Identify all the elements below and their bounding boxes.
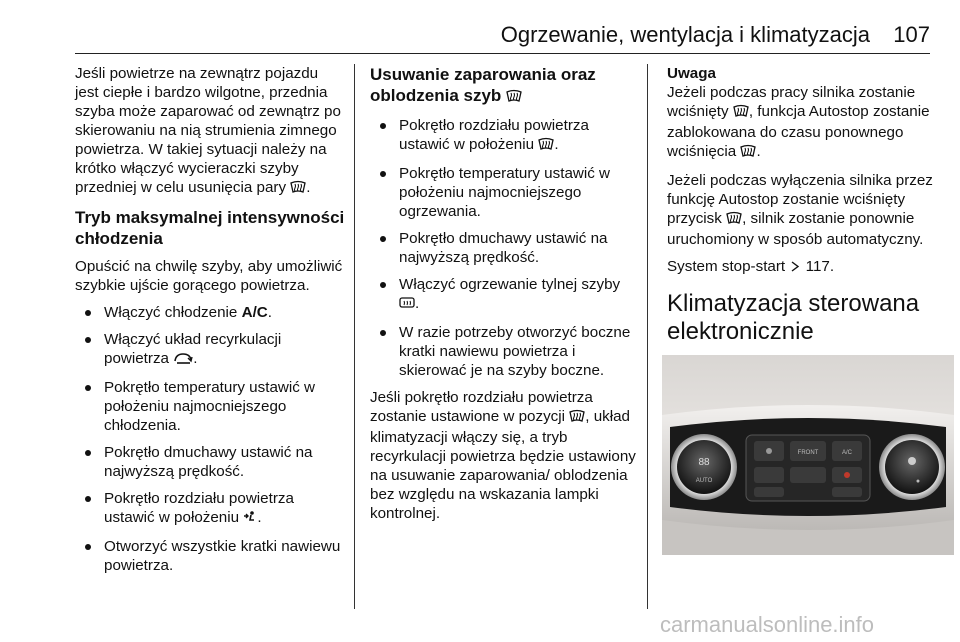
list-item: Włączyć chłodzenie A/C. [75,303,345,322]
windshield-defrost-icon [290,180,306,199]
windshield-defrost-icon [740,144,756,163]
max-cooling-paragraph: Opuścić na chwilę szyby, aby umożliwić szybkie ujście gorącego powietrza. [75,258,343,294]
page-reference-icon [789,259,801,278]
center-button-cluster [746,435,870,501]
svg-text:FRONT: FRONT [797,450,819,456]
list-item: Pokrętło dmuchawy ustawić na najwyższą prędkość. [75,443,345,481]
page-title: Ogrzewanie, wentylacja i klimatyzacja [500,22,870,47]
windshield-defrost-icon [506,87,522,108]
note-title: Uwaga [667,65,716,82]
ac-key-label: A/C [241,304,268,321]
svg-text:AUTO: AUTO [695,478,713,484]
windshield-defrost-icon [726,211,742,230]
section-heading: Klimatyzacja sterowana elektronicznie [667,290,920,345]
list-item: Pokrętło rozdziału powietrza ustawić w położeniu . [370,116,640,156]
note-paragraph-2: Jeżeli podczas wyłączenia silnika przez funkcję Autostop zostanie wciśnięty przycisk , silnik zostanie ponownie uruchomiony w sposób automatyczny. [667,172,933,248]
note-paragraph-1: Jeżeli podczas pracy silnika zostanie wciśnięty , funkcja Autostop zostanie zablokowana do czasu ponownego wciśnięcia . [667,83,933,163]
svg-text:●: ● [915,478,921,485]
list-item: Pokrętło temperatury ustawić w położeniu najmocniejszego ogrzewania. [370,164,640,221]
temperature-knob-left [671,434,737,500]
header-divider [75,53,930,54]
list-item: W razie potrzeby otworzyć boczne kratki nawiewu powietrza i skierować je na szyby boczne. [370,323,640,380]
vent-position-icon [243,510,257,529]
defrost-list [370,116,640,380]
fan-knob-right [879,434,945,500]
list-item: Włączyć układ recyrkulacji powietrza . [75,330,345,370]
page-number: 107 [893,22,930,47]
cross-reference: System stop-start 117. [667,257,933,278]
page-header [0,22,930,48]
intro-paragraph: Jeśli powietrze na zewnątrz pojazdu jest ciepłe i bardzo wilgotne, przednia szyba może zaparować od zewnątrz po skierowaniu na nią strumienia zimnego powietrza. W takiej sytuacji należy na krótko włączyć wycieraczki szyby przedniej w celu usunięcia pary . [75,64,345,199]
column-divider-2 [647,64,648,609]
windshield-defrost-icon [569,409,585,428]
watermark: carmanualsonline.info [660,612,875,637]
climate-control-panel-photo [662,355,954,555]
defrost-heading: Usuwanie zaparowania oraz oblodzenia szyb [370,64,640,108]
svg-text:88: 88 [698,457,710,468]
list-item: Pokrętło temperatury ustawić w położeniu najmocniejszego chłodzenia. [75,378,345,435]
svg-text:A/C: A/C [841,450,853,456]
max-cooling-list [75,303,345,575]
windshield-defrost-icon [538,137,554,156]
defrost-paragraph: Jeśli pokrętło rozdziału powietrza zostanie ustawione w pozycji , układ klimatyzacji włączy się, a tryb recyrkulacji powietrza będzie ustawiony na usuwanie zaparowania/ oblodzenia bez względu na wskazania lampki kontrolnej. [370,389,636,522]
list-item: Włączyć ogrzewanie tylnej szyby . [370,275,640,315]
max-cooling-heading: Tryb maksymalnej intensywności chłodzenia [75,208,345,248]
list-item: Pokrętło rozdziału powietrza ustawić w położeniu . [75,489,345,529]
list-item: Otworzyć wszystkie kratki nawiewu powietrza. [75,537,345,575]
column-2 [370,64,640,531]
list-item: Pokrętło dmuchawy ustawić na najwyższą prędkość. [370,229,640,267]
column-1 [75,64,345,583]
recirculation-icon [173,351,193,370]
column-divider-1 [354,64,355,609]
rear-defrost-icon [399,296,415,315]
column-3 [667,64,933,356]
windshield-defrost-icon [733,104,749,123]
